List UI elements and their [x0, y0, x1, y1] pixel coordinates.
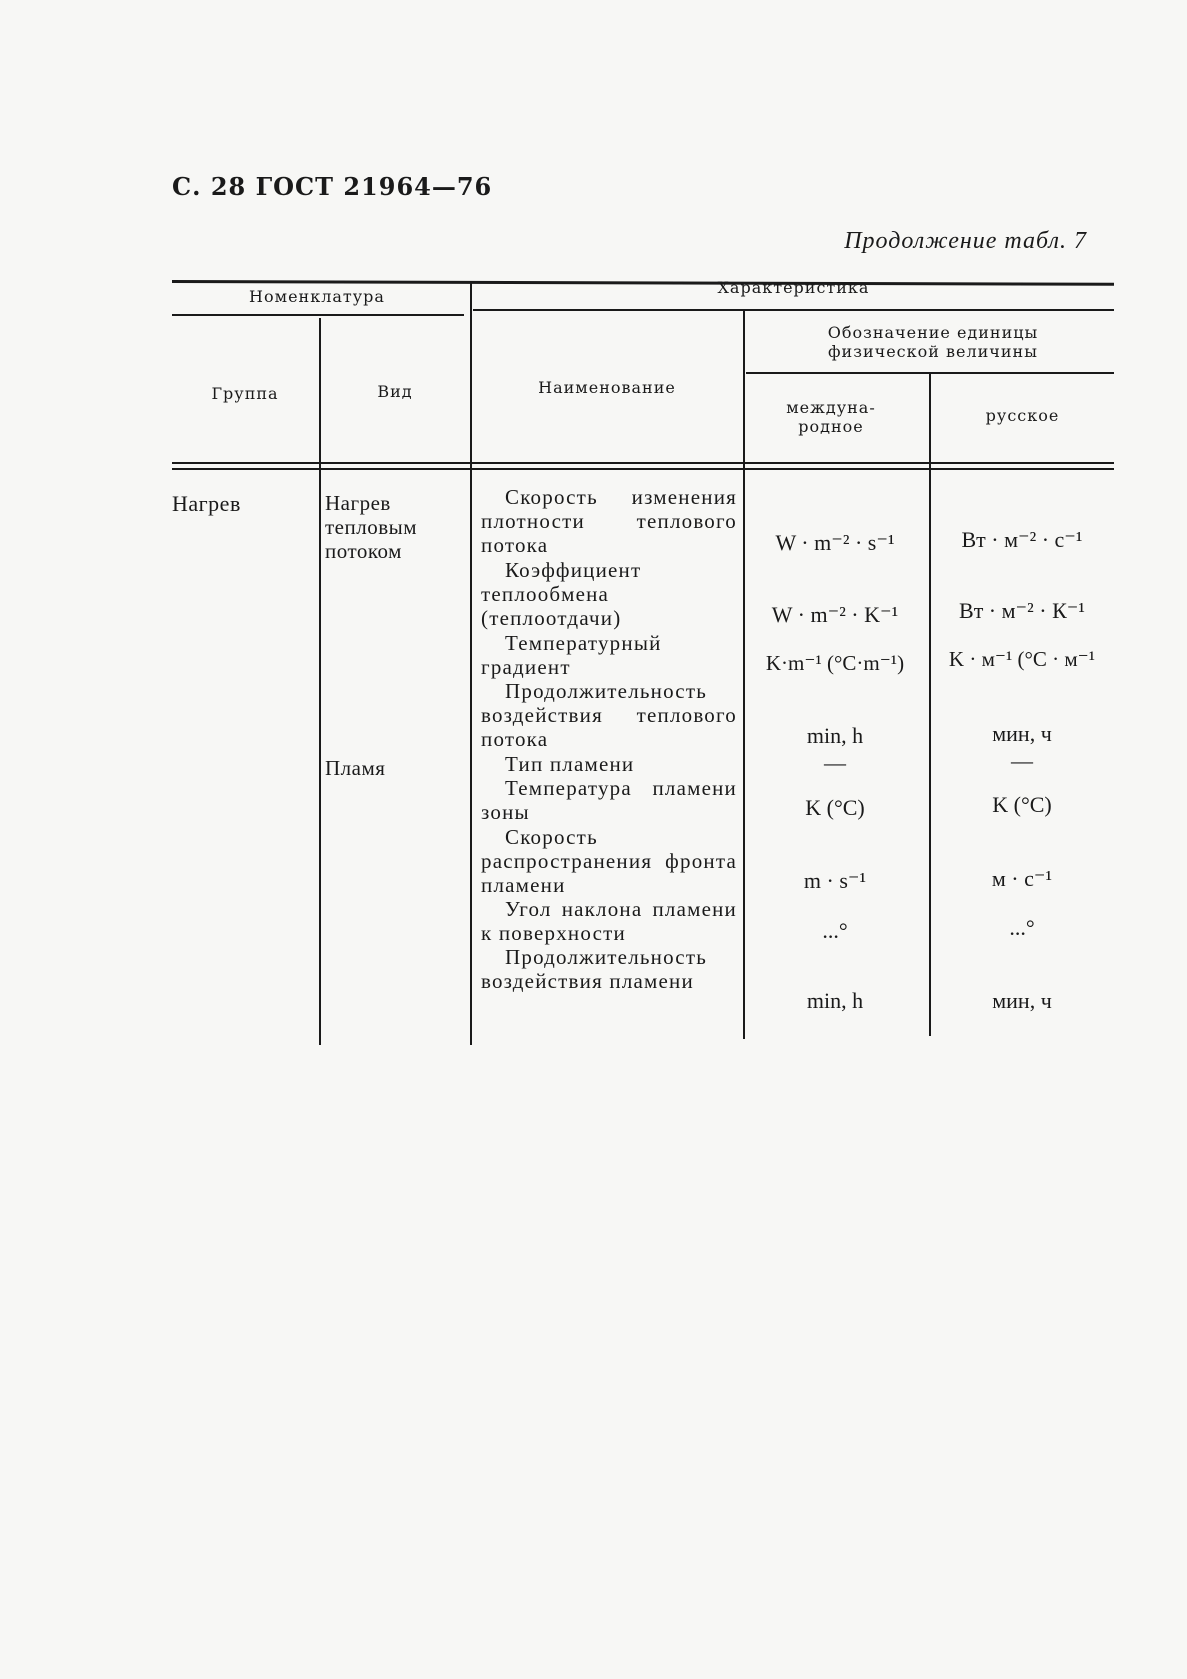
header-bottom-rule-2	[172, 468, 1114, 470]
row-2-name: Коэффициент теплообмена (теплоотдачи)	[481, 558, 642, 630]
row-1-rus-unit: Вт · м⁻² · с⁻¹	[961, 527, 1083, 552]
header-nomenclature: Номенклатура	[249, 287, 385, 306]
row-4-rus-unit: мин, ч	[992, 721, 1052, 746]
group-heating: Нагрев	[172, 491, 241, 516]
table-continuation-label: Продолжение табл. 7	[844, 228, 1087, 254]
row-2-rus-unit: Вт · м⁻² · К⁻¹	[959, 598, 1085, 623]
row-8-name: Угол наклона пламени к поверхности	[481, 897, 737, 945]
header-characteristic: Характеристика	[717, 278, 870, 297]
nomenclature-characteristic-divider	[470, 282, 472, 1045]
row-6-intl-unit: K (°C)	[805, 795, 865, 820]
row-7-name: Скорость распространения фронта пламени	[481, 825, 737, 897]
page-header: С. 28 ГОСТ 21964—76	[172, 172, 493, 201]
header-international: междуна-родное	[786, 398, 876, 436]
kind-heat-flux: Нагрев тепловым потоком	[325, 491, 418, 563]
row-8-intl-unit: ...°	[822, 918, 848, 943]
row-5-name: Тип пламени	[505, 752, 635, 776]
row-9-intl-unit: min, h	[806, 988, 864, 1013]
row-7-intl-unit: m · s⁻¹	[803, 868, 867, 893]
row-5-rus-unit: —	[1011, 748, 1033, 773]
row-9-rus-unit: мин, ч	[992, 988, 1052, 1013]
row-4-name: Продолжительность воздействия теплового потока	[481, 679, 737, 751]
characteristic-rule	[473, 309, 1114, 311]
row-8-rus-unit: ...°	[1009, 915, 1035, 940]
row-7-rus-unit: м · с⁻¹	[991, 866, 1053, 891]
row-6-name: Температура пламени зоны	[481, 776, 737, 824]
group-kind-divider	[319, 318, 321, 1045]
row-5-intl-unit: —	[824, 750, 846, 775]
row-4-intl-unit: min, h	[806, 723, 864, 748]
row-3-intl-unit: K·m⁻¹ (°C·m⁻¹)	[765, 651, 905, 675]
row-3-name: Температурный градиент	[481, 631, 662, 679]
header-name: Наименование	[538, 378, 676, 397]
row-9-name: Продолжительность воздействия пламени	[481, 945, 707, 993]
row-1-intl-unit: W · m⁻² · s⁻¹	[775, 530, 895, 555]
row-6-rus-unit: K (°C)	[992, 792, 1052, 817]
row-2-intl-unit: W · m⁻² · K⁻¹	[771, 602, 899, 627]
kind-flame: Пламя	[325, 756, 386, 780]
nomenclature-rule	[172, 314, 464, 316]
header-unit-designation: Обозначение единицы физической величины	[827, 323, 1039, 361]
header-group: Группа	[211, 384, 279, 403]
row-1-name: Скорость изменения плотности теплового потока	[481, 485, 737, 557]
row-3-rus-unit: K · м⁻¹ (°C · м⁻¹	[948, 647, 1096, 671]
header-russian: русское	[985, 406, 1060, 425]
header-bottom-rule-1	[172, 462, 1114, 464]
header-kind: Вид	[377, 382, 413, 401]
